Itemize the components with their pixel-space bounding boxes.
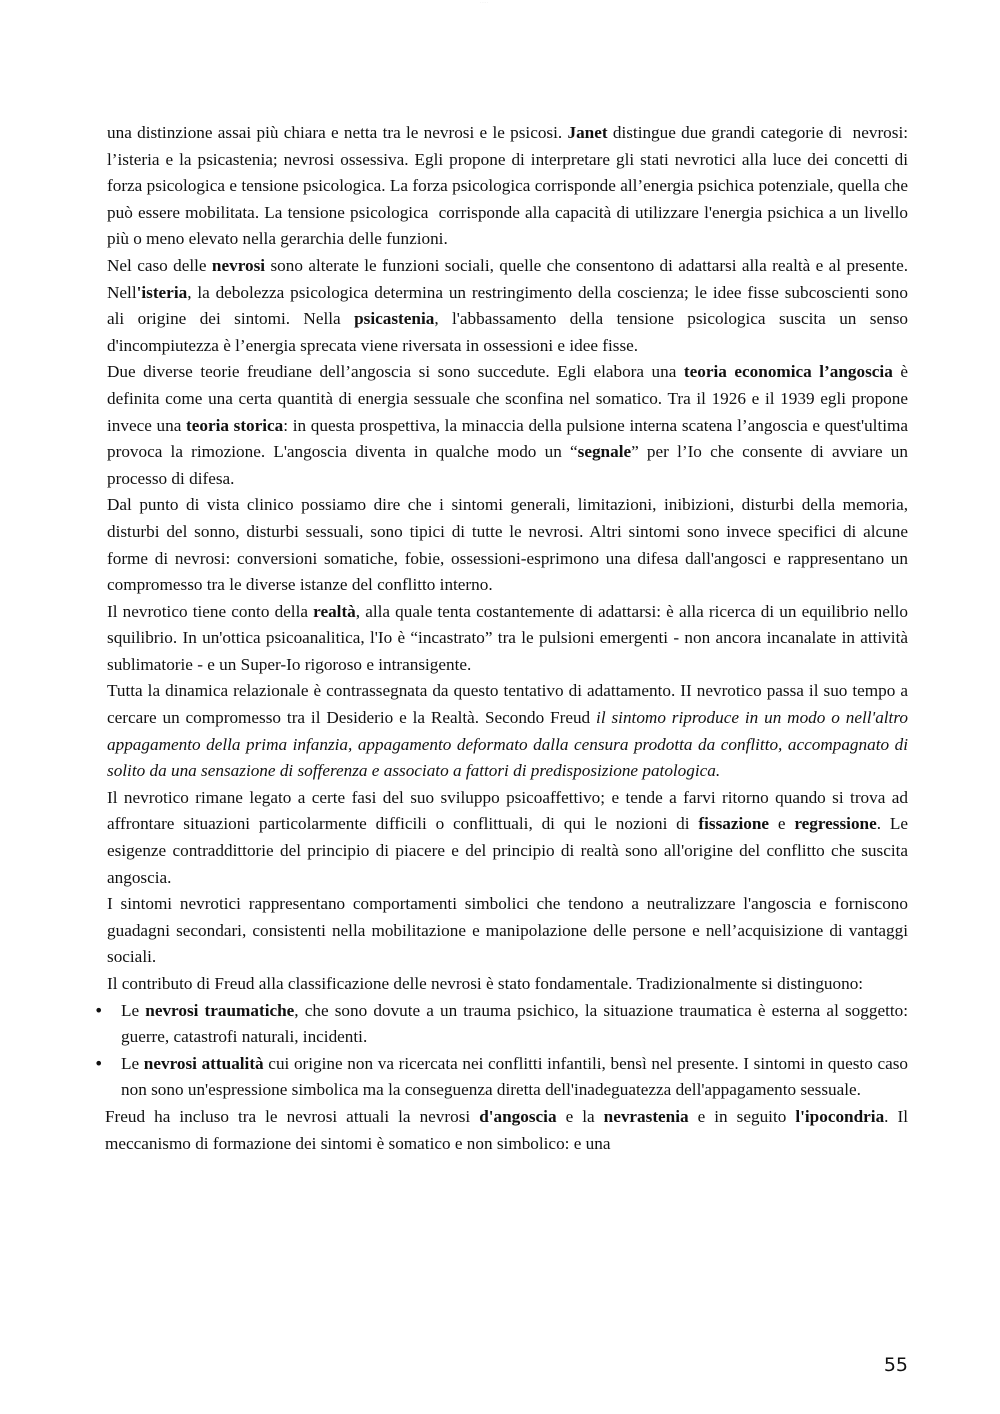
text-run: Dal punto di vista clinico possiamo dire che i sintomi generali, limitazioni, inibizioni, disturbi della memoria, disturbi del sonno, disturbi sessuali, sono tipici di tutte le nevrosi. Altri sintomi sono invece specifici di alcune forme di nevrosi: conversioni somatiche, fobie, ossessioni-esprimono una difesa dall'angosci e rappresentano un compromesso tra le diverse istanze del conflitto interno. xyxy=(107,495,913,595)
body-paragraph xyxy=(107,785,913,891)
closing-paragraph xyxy=(105,1104,913,1157)
header-mark: · · · · · xyxy=(479,0,489,4)
bold-term: realtà xyxy=(313,601,356,621)
bold-term: nevrosi traumatiche xyxy=(145,1000,295,1020)
text-run: cui origine non va ricercata nei conflitti infantili, bensì nel presente. I sintomi in questo caso non sono un'espressione simbolica ma la conseguenza diretta dell'inadeguatezza dell'appagamento sessuale. xyxy=(121,1053,908,1100)
bullet-marker: • xyxy=(94,1053,104,1073)
body-paragraph xyxy=(107,678,913,784)
text-run: . Le esigenze contraddittorie del principio di piacere e del principio di realtà sono all'origine del conflitto che suscita angoscia. xyxy=(107,814,913,887)
text-run: e in seguito xyxy=(688,1106,796,1126)
text-run: e la xyxy=(556,1106,604,1126)
text-run: Due diverse teorie freudiane dell’angoscia si sono succedute. Egli elabora una xyxy=(107,362,684,382)
bullet-list xyxy=(94,998,908,1104)
bold-term: psicastenia xyxy=(354,309,435,329)
bold-term: teoria economica l’angoscia xyxy=(683,362,893,382)
text-run: Le xyxy=(121,1053,144,1073)
bold-term: regressione xyxy=(794,814,877,834)
bullet-item xyxy=(94,998,908,1051)
bold-term: nevrosi xyxy=(211,255,266,275)
bold-term: teoria storica xyxy=(186,415,284,435)
text-run: : in questa prospettiva, la minaccia della pulsione interna scatena l’angoscia e quest'ultima provoca la rimozione. L'angoscia diventa in qualche modo un “ xyxy=(107,415,913,462)
body-paragraph xyxy=(107,120,913,253)
body-paragraph xyxy=(107,599,913,679)
bold-term: d'angoscia xyxy=(479,1106,557,1126)
italic-text: il sintomo riproduce in un modo o nell'altro appagamento della prima infanzia, appagamento deformato dalla censura prodotta da conflitto, accompagnato di solito da una sensazione di sofferenza e associato a fattori di predisposizione patologica. xyxy=(107,708,913,781)
text-run: sono alterate le funzioni sociali, quelle che consentono di adattarsi alla realtà e al presente. Nell xyxy=(107,255,913,302)
text-run: Il nevrotico rimane legato a certe fasi del suo sviluppo psicoaffettivo; e tende a farvi ritorno quando si trova ad affrontare situazioni particolarmente difficili o conflittuali, di qui le nozioni di xyxy=(107,787,913,834)
body-paragraph xyxy=(107,359,913,492)
body-paragraph xyxy=(107,492,913,598)
paragraph-list xyxy=(107,120,913,998)
text-run: Le xyxy=(121,1000,146,1020)
body-paragraph xyxy=(107,971,908,998)
text-run: Tutta la dinamica relazionale è contrassegnata da questo tentativo di adattamento. II nevrotico passa il suo tempo a cercare un compromesso tra il Desiderio e la Realtà. Secondo Freud xyxy=(107,681,913,728)
bold-term: nevrastenia xyxy=(603,1106,689,1126)
text-run: e xyxy=(769,814,795,834)
bullet-item xyxy=(94,1051,908,1104)
bold-term: Janet xyxy=(567,123,608,142)
text-run: , alla quale tenta costantemente di adattarsi: è alla ricerca di un equilibrio nello squilibrio. In un'ottica psicoanalitica, l'Io è “incastrato” tra le pulsioni emergenti - non ancora incanalate in attività sublimatorie - e un Super-Io rigoroso e intransigente. xyxy=(107,601,913,674)
page-body xyxy=(94,120,913,1157)
text-run: è definita come una certa quantità di energia sessuale che sconfina nel somatico. Tra il 1926 e il 1939 egli propone invece una xyxy=(107,362,913,435)
bullet-marker: • xyxy=(94,1000,104,1020)
text-run: Il nevrotico tiene conto della xyxy=(107,601,314,621)
bold-term: l'ipocondria xyxy=(795,1106,885,1126)
text-run: ” per l’Io che consente di avviare un processo di difesa. xyxy=(107,442,913,488)
text-run: , l'abbassamento della tensione psicologica suscita un senso d'incompiutezza è l’energia sprecata viene riversata in ossessioni e idee fisse. xyxy=(107,309,913,355)
bold-term: nevrosi attualità xyxy=(143,1053,264,1073)
text-run: , la debolezza psicologica determina un restringimento della coscienza; le idee fisse subcoscienti sono ali origine dei sintomi. Nella xyxy=(107,282,913,329)
text-run: . Il meccanismo di formazione dei sintomi è somatico e non simbolico: e una xyxy=(105,1106,913,1153)
bold-term: segnale xyxy=(577,442,632,462)
text-run: Il contributo di Freud alla classificazione delle nevrosi è stato fondamentale. Tradizionalmente si distinguono: xyxy=(107,974,864,993)
bold-term: fissazione xyxy=(698,814,770,834)
body-paragraph xyxy=(107,891,913,971)
text-run: Nel caso delle xyxy=(107,255,212,275)
text-run: una distinzione assai più chiara e netta tra le nevrosi e le psicosi. xyxy=(107,123,568,142)
page-number: 55 xyxy=(883,1354,908,1376)
text-run: distingue due grandi categorie di nevrosi: l’isteria e la psicastenia; nevrosi ossessiva. Egli propone di interpretare gli stati nevrotici alla luce dei concetti di forza psicologica e tensione psicologica. La forza psicologica corrisponde all’energia psichica potenziale, quella che può essere mobilitata. La tensione psicologica corrisponde alla capacità di utilizzare l'energia psichica a un livello più o meno elevato nella gerarchia delle funzioni. xyxy=(107,123,913,249)
text-run: , che sono dovute a un trauma psichico, la situazione traumatica è esterna al soggetto: guerre, catastrofi naturali, incidenti. xyxy=(121,1000,908,1047)
bold-term: 'isteria xyxy=(136,282,188,302)
text-run: Freud ha incluso tra le nevrosi attuali la nevrosi xyxy=(105,1106,480,1126)
body-paragraph xyxy=(107,253,913,359)
text-run: I sintomi nevrotici rappresentano comportamenti simbolici che tendono a neutralizzare l'angoscia e forniscono guadagni secondari, consistenti nella mobilitazione e manipolazione delle persone e nell’acquisizione di vantaggi sociali. xyxy=(107,894,913,967)
